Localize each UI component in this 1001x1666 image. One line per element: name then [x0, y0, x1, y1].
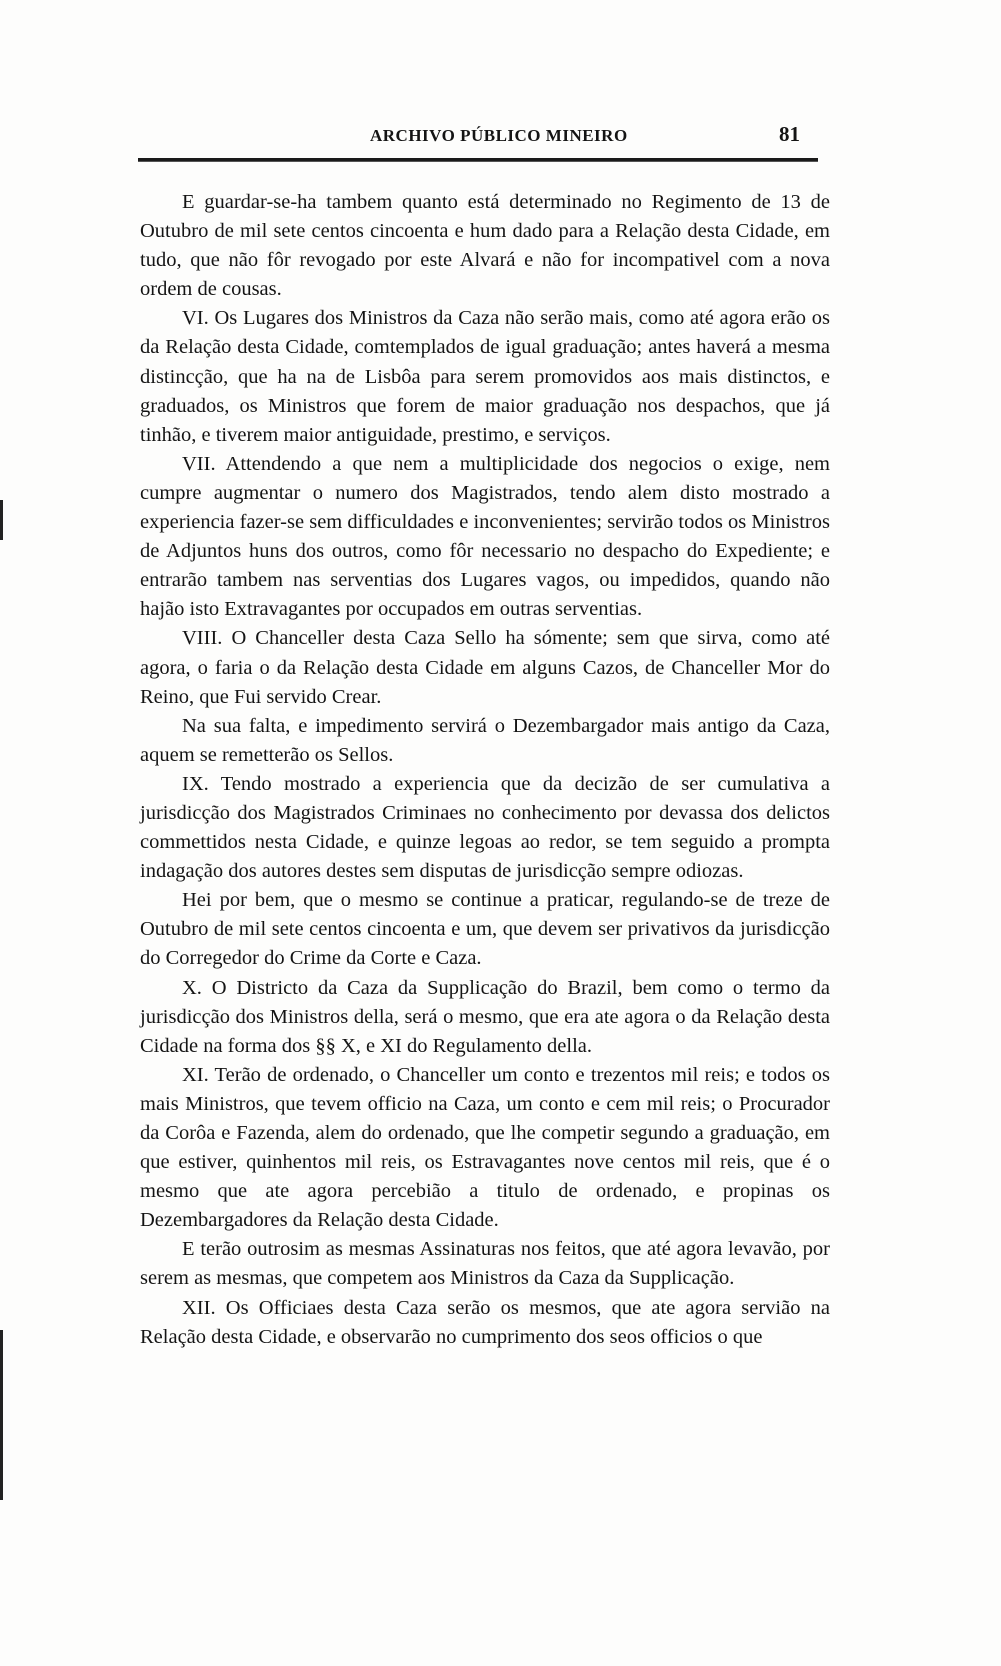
paragraph: E terão outrosim as mesmas Assinaturas nos feitos, que até agora levavão, por serem as mesmas, que competem aos Ministros da Caza da Supplicação. [140, 1238, 830, 1290]
running-title: ARCHIVO PÚBLICO MINEIRO [370, 126, 628, 145]
page-number: 81 [779, 122, 800, 146]
scan-edge-mark [0, 1330, 3, 1500]
paragraph: Na sua falta, e impedimento servirá o Dezembargador mais antigo da Caza, aquem se remetterão os Sellos. [140, 714, 830, 766]
document-body [140, 188, 830, 1352]
paragraph: VI. Os Lugares dos Ministros da Caza não serão mais, como até agora erão os da Relação desta Cidade, comtemplados de igual graduação; antes haverá a mesma distincção, que ha na de Lisbôa para serem promovidos aos mais distinctos, e graduados, os Ministros que forem de maior graduação nos despachos, que já tinhão, e tiverem maior antiguidade, prestimo, e serviços. [140, 307, 830, 446]
paragraph: VII. Attendendo a que nem a multiplicidade dos negocios o exige, nem cumpre augmentar o numero dos Magistrados, tendo alem disto mostrado a experiencia fazer-se sem difficuldades e inconvenientes; servirão todos os Ministros de Adjuntos huns dos outros, como fôr necessario no despacho do Expediente; e entrarão tambem nas serventias dos Lugares vagos, ou impedidos, quando não hajão isto Extravagantes por occupados em outras serventias. [140, 452, 830, 621]
paragraph: VIII. O Chanceller desta Caza Sello ha sómente; sem que sirva, como até agora, o faria o da Relação desta Cidade em alguns Cazos, de Chanceller Mor do Reino, que Fui servido Crear. [140, 627, 830, 708]
scan-edge-mark [0, 500, 3, 540]
page-header [138, 122, 818, 152]
paragraph: XI. Terão de ordenado, o Chanceller um conto e trezentos mil reis; e todos os mais Ministros, que tevem officio na Caza, um conto e cem mil reis; o Procurador da Corôa e Fazenda, alem do ordenado, que lhe competir segundo a graduação, em que estiver, quinhentos mil reis, os Estravagantes nove centos mil reis, que é o mesmo que ate agora percebião a titulo de ordenado, e propinas os Dezembargadores da Relação desta Cidade. [140, 1063, 830, 1232]
header-rule [138, 158, 818, 162]
paragraph: Hei por bem, que o mesmo se continue a praticar, regulando-se de treze de Outubro de mil sete centos cincoenta e um, que devem ser privativos da jurisdicção do Corregedor do Crime da Corte e Caza. [140, 889, 830, 970]
paragraph: E guardar-se-ha tambem quanto está determinado no Regimento de 13 de Outubro de mil sete centos cincoenta e hum dado para a Relação desta Cidade, em tudo, que não fôr revogado por este Alvará e não for incompativel com a nova ordem de cousas. [140, 191, 830, 301]
paragraph: IX. Tendo mostrado a experiencia que da decizão de ser cumulativa a jurisdicção dos Magistrados Criminaes no conhecimento por devassa dos delictos commettidos nesta Cidade, e quinze legoas ao redor, se tem seguido a prompta indagação dos autores destes sem disputas de jurisdicção sempre odiozas. [140, 772, 830, 883]
paragraph: X. O Districto da Caza da Supplicação do Brazil, bem como o termo da jurisdicção dos Ministros della, será o mesmo, que era ate agora o da Relação desta Cidade na forma dos §§ X, e XI do Regulamento della. [140, 976, 830, 1057]
paragraph: XII. Os Officiaes desta Caza serão os mesmos, que ate agora servião na Relação desta Cidade, e observarão no cumprimento dos seos officios o que [140, 1296, 830, 1348]
